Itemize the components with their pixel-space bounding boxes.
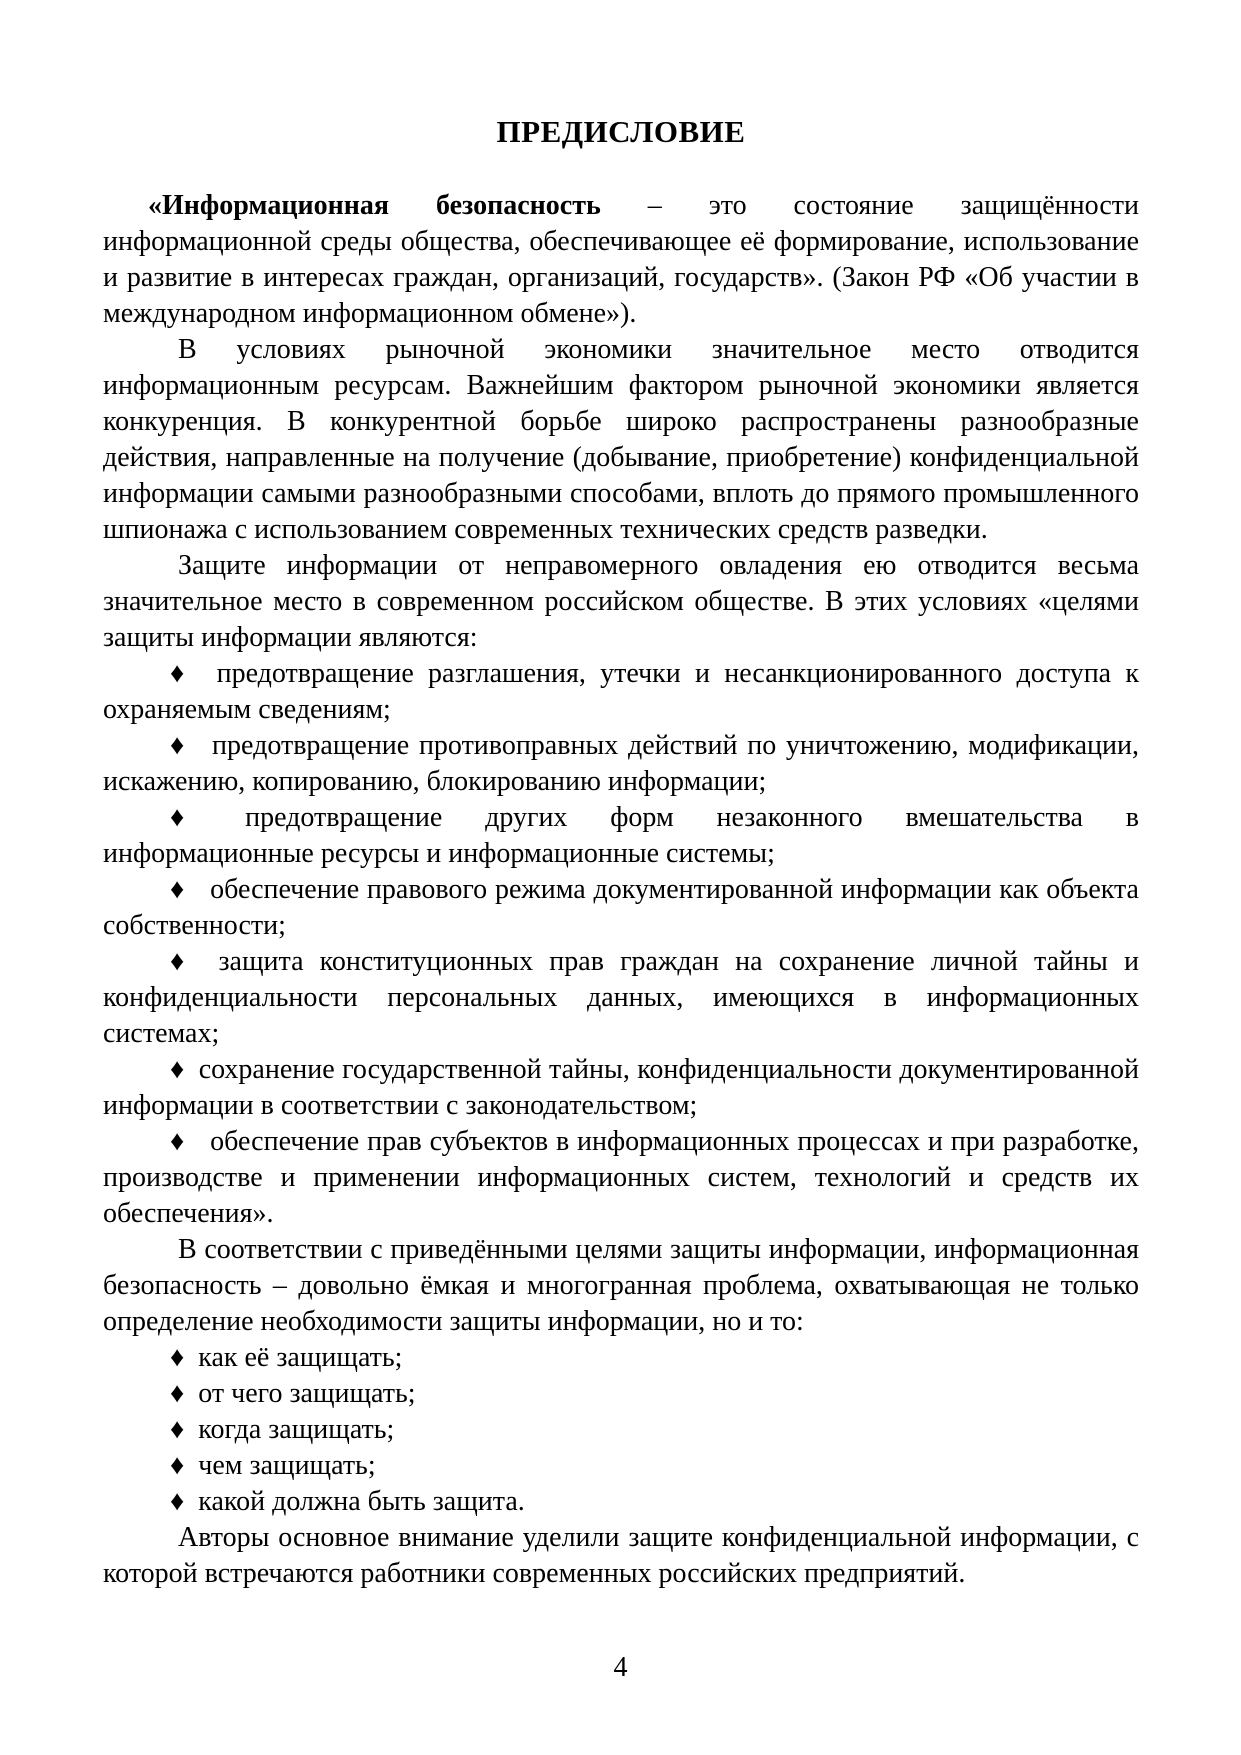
aspect-list-item — [103, 1412, 1139, 1448]
bullet-text: чем защищать; — [198, 1450, 376, 1481]
bullet-tab — [187, 753, 212, 754]
bullet-tab — [184, 1473, 198, 1474]
bullet-tab — [220, 825, 245, 826]
bullet-text: предотвращение противоправных действий по уничтожению, модификации, искажению, копированию, блокированию информации; — [103, 730, 1139, 797]
page-footer — [0, 1650, 1241, 1686]
bullet-text: от чего защищать; — [198, 1378, 416, 1409]
aspect-list-item — [103, 1376, 1139, 1412]
diamond-bullet-icon: ♦ — [170, 1054, 185, 1085]
goal-list-item — [103, 728, 1139, 800]
paragraph-authors-note: Авторы основное внимание уделили защите конфиденциальной информации, с которой встречаются работники современных российских предприятий. — [103, 1522, 1139, 1589]
bullet-tab — [192, 681, 217, 682]
bullet-tab — [185, 1077, 199, 1078]
diamond-bullet-icon: ♦ — [170, 1486, 185, 1517]
diamond-bullet-icon: ♦ — [170, 1342, 185, 1373]
goal-list-item — [103, 1124, 1139, 1232]
goal-list-item — [103, 944, 1139, 1052]
diamond-bullet-icon: ♦ — [170, 1450, 185, 1481]
aspect-list-item — [103, 1448, 1139, 1484]
bullet-text: когда защищать; — [198, 1414, 395, 1445]
diamond-bullet-icon: ♦ — [170, 802, 221, 833]
diamond-bullet-icon: ♦ — [170, 730, 188, 761]
bullet-tab — [185, 897, 210, 898]
goal-list-item — [103, 1052, 1139, 1124]
aspect-list-item — [103, 1484, 1139, 1520]
bullet-text: защита конституционных прав граждан на сохранение личной тайны и конфиденциальности персональных данных, имеющихся в информационных системах; — [103, 946, 1139, 1049]
page-number: 4 — [613, 1652, 628, 1683]
diamond-bullet-icon: ♦ — [170, 1414, 185, 1445]
paragraph-market-economy: В условиях рыночной экономики значительное место отводится информационным ресурсам. Важнейшим фактором рыночной экономики является конкуренция. В конкурентной борьбе широко распространены разнообразные действия, направленные на получение (добывание, приобретение) конфиденциальной информации самыми разнообразными способами, вплоть до прямого промышленного шпионажа с использованием современных технических средств разведки. — [103, 334, 1139, 545]
bullet-text: предотвращение других форм незаконного вмешательства в информационные ресурсы и информационные системы; — [103, 802, 1139, 869]
bullet-text: сохранение государственной тайны, конфиденциальности документированной информации в соответствии с законодательством; — [103, 1054, 1139, 1121]
page-content — [103, 114, 1139, 1592]
bullet-tab — [184, 1437, 198, 1438]
paragraph-problem-scope: В соответствии с приведёнными целями защиты информации, информационная безопасность – довольно ёмкая и многогранная проблема, охватывающая не только определение необходимости защиты информации, но и то: — [103, 1234, 1139, 1337]
bold-lead-text: «Информационная безопасность — [148, 190, 601, 221]
bullet-text: обеспечение прав субъектов в информационных процессах и при разработке, производстве и применении информационных систем, технологий и средств их обеспечения». — [103, 1126, 1139, 1229]
bullet-tab — [184, 1365, 198, 1366]
diamond-bullet-icon: ♦ — [170, 874, 186, 905]
goal-list-item — [103, 656, 1139, 728]
bullet-text: обеспечение правового режима документированной информации как объекта собственности; — [103, 874, 1139, 941]
goal-list-item — [103, 872, 1139, 944]
paragraph-text: – это состояние защищённости информационной среды общества, обеспечивающее её формирование, использование и развитие в интересах граждан, организаций, государств». (Закон РФ «Об участии в международном информационном обмене»). — [103, 190, 1139, 329]
aspect-list-item — [103, 1340, 1139, 1376]
bullet-text: как её защищать; — [198, 1342, 403, 1373]
bullet-tab — [193, 969, 218, 970]
bullet-text: предотвращение разглашения, утечки и несанкционированного доступа к охраняемым сведениям; — [103, 658, 1139, 725]
bullet-tab — [185, 1149, 210, 1150]
bullet-tab — [184, 1401, 198, 1402]
page-title: ПРЕДИСЛОВИЕ — [496, 114, 746, 149]
diamond-bullet-icon: ♦ — [170, 658, 192, 689]
bullet-tab — [184, 1509, 198, 1510]
bullet-text: какой должна быть защита. — [198, 1486, 525, 1517]
paragraph-goals-intro: Защите информации от неправомерного овладения ею отводится весьма значительное место в современном российском обществе. В этих условиях «целями защиты информации являются: — [103, 550, 1139, 653]
diamond-bullet-icon: ♦ — [170, 946, 194, 977]
goal-list-item — [103, 800, 1139, 872]
paragraph-definition — [103, 188, 1139, 332]
diamond-bullet-icon: ♦ — [170, 1378, 185, 1409]
diamond-bullet-icon: ♦ — [170, 1126, 186, 1157]
